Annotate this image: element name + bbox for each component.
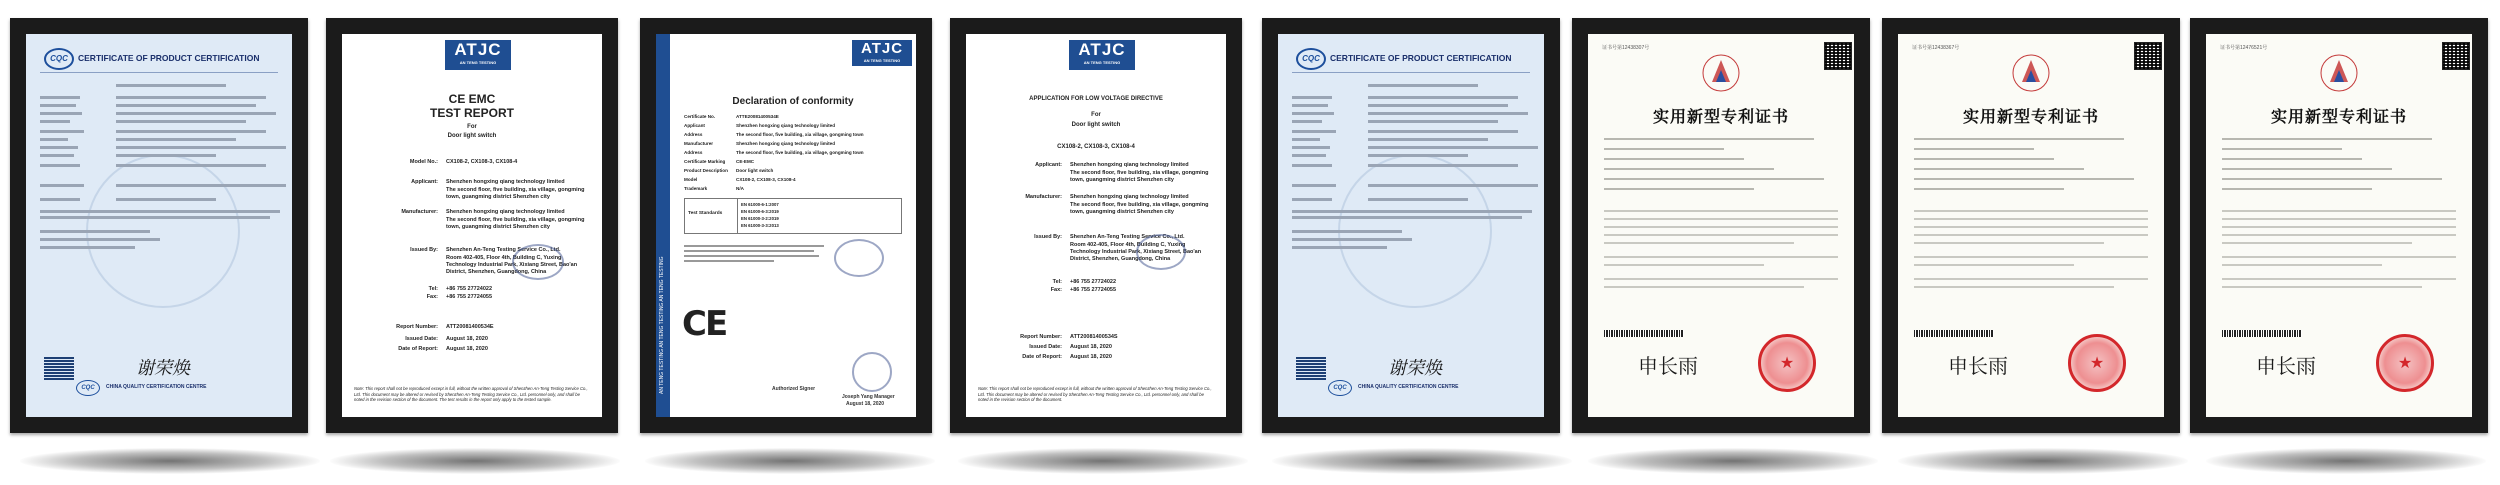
cqc-footer-logo: CQC <box>1328 380 1352 396</box>
frame-shadow <box>645 448 935 474</box>
field-row: Certificate Marking CE-EMC <box>684 159 755 164</box>
utility-patent-certificate <box>2206 34 2472 417</box>
model-label: Model No.: <box>409 159 438 165</box>
lvd-report <box>966 34 1226 417</box>
issued-by-label: Issued By: <box>410 247 438 253</box>
company-stamp <box>512 244 564 280</box>
qr-code <box>2134 42 2162 70</box>
issued-by-address: Room 402-405, Floor 4th, Building C, Yuxing Technology Industrial Park, Xixiang Street, Bao'an District, Shenzhen, Guangdong, China <box>1070 242 1202 262</box>
frame-shadow <box>1898 448 2188 474</box>
barcode <box>2222 330 2302 337</box>
official-seal: ★ <box>1758 334 1816 392</box>
applicant-name: Shenzhen hongxing qiang technology limited <box>446 179 565 185</box>
patent-title: 实用新型专利证书 <box>2270 107 2407 126</box>
report-date-label: Date of Report: <box>398 346 438 352</box>
certificate-frame-5[interactable] <box>1262 18 1560 433</box>
side-text: AN TENG TESTING AN TENG TESTING AN TENG TESTING <box>659 256 665 394</box>
certificate-frame-3[interactable] <box>640 18 932 433</box>
signature: 申长雨 <box>2256 354 2316 378</box>
report-date-label: Date of Report: <box>1022 354 1062 360</box>
standards-list: EN 61000-6-1:2007 EN 61000-6-3:2019 EN 61000-3-2:2019 EN 61000-3-3:2013 <box>741 202 779 228</box>
patent-office-emblem <box>1700 52 1742 94</box>
patent-frame-1[interactable] <box>1572 18 1870 433</box>
tel-value: +86 755 27724022 <box>1070 279 1117 285</box>
tel-label: Tel: <box>1052 279 1062 285</box>
applicant-label: Applicant: <box>411 179 438 185</box>
declaration-body <box>684 242 834 265</box>
qr-code <box>2442 42 2470 70</box>
issued-date: August 18, 2020 <box>446 336 488 342</box>
frame-shadow <box>958 448 1248 474</box>
atjc-logo: ATJC AN TENG TESTING <box>445 40 511 70</box>
manufacturer-name: Shenzhen hongxing qiang technology limited <box>1070 194 1189 200</box>
field-row: Model CX108-2, CX108-3, CX108-4 <box>684 177 796 182</box>
issued-by-label: Issued By: <box>1034 234 1062 240</box>
fax-label: Fax: <box>426 294 438 300</box>
model-value: CX108-2, CX108-3, CX108-4 <box>1057 144 1135 150</box>
tel-label: Tel: <box>428 286 438 292</box>
frame-shadow <box>330 448 620 474</box>
certificate-frame-4[interactable] <box>950 18 1242 433</box>
utility-patent-certificate <box>1588 34 1854 417</box>
manufacturer-address: The second floor, five building, xia village, gongming town, guangming district Shenzhen city <box>1070 202 1209 215</box>
field-row: Address The second floor, five building, xia village, gongming town <box>684 132 864 137</box>
certificate-frame-2[interactable] <box>326 18 618 433</box>
patent-frame-2[interactable] <box>1882 18 2180 433</box>
patent-frame-3[interactable] <box>2190 18 2488 433</box>
declaration-of-conformity <box>656 34 916 417</box>
cqc-certificate <box>26 34 292 417</box>
field-row: Certificate No. ATTE20081400534E <box>684 114 779 119</box>
issued-by-value: Shenzhen An-Teng Testing Service Co., Ltd. <box>446 247 561 253</box>
frame-shadow <box>20 448 320 474</box>
report-date: August 18, 2020 <box>446 346 488 352</box>
certificate-number: 证书号第12438367号 <box>1912 45 1960 51</box>
declaration-title: Declaration of conformity <box>732 96 854 107</box>
qr-code <box>44 356 74 380</box>
divider <box>40 72 278 73</box>
standards-table <box>684 198 902 234</box>
footer-text: CHINA QUALITY CERTIFICATION CENTRE <box>1358 384 1459 390</box>
official-seal: ★ <box>2068 334 2126 392</box>
report-date: August 18, 2020 <box>1070 354 1112 360</box>
signer-date: August 18, 2020 <box>846 401 885 407</box>
cqc-logo: CQC <box>1296 48 1326 70</box>
signature: 谢荣焕 <box>136 358 190 379</box>
company-stamp <box>834 239 884 277</box>
cqc-logo: CQC <box>44 48 74 70</box>
signature: 申长雨 <box>1948 354 2008 378</box>
certificate-title: CERTIFICATE OF PRODUCT CERTIFICATION <box>1330 53 1512 63</box>
product-name: Door light switch <box>447 133 497 139</box>
field-row: Manufacturer Shenzhen hongxing qiang technology limited <box>684 141 836 146</box>
certificate-number: 证书号第12476521号 <box>2220 45 2268 51</box>
barcode <box>1604 330 1684 337</box>
ce-mark: CE <box>682 304 727 344</box>
applicant-name: Shenzhen hongxing qiang technology limited <box>1070 162 1189 168</box>
applicant-address: The second floor, five building, xia village, gongming town, guangming district Shenzhen city <box>1070 170 1209 183</box>
patent-title: 实用新型专利证书 <box>1652 107 1789 126</box>
barcode <box>1914 330 1994 337</box>
for-label: For <box>467 124 477 130</box>
frame-shadow <box>1588 448 1878 474</box>
manufacturer-address: The second floor, five building, xia village, gongming town, guangming district Shenzhen city <box>446 217 585 230</box>
model-value: CX108-2, CX108-3, CX108-4 <box>446 159 518 165</box>
issued-by-value: Shenzhen An-Teng Testing Service Co., Ltd. <box>1070 234 1185 240</box>
product-name: Door light switch <box>1071 122 1121 128</box>
report-number-label: Report Number: <box>1020 334 1062 340</box>
qr-code <box>1296 356 1326 380</box>
field-row: Product Description Door light switch <box>684 168 774 173</box>
report-title-1: CE EMC <box>448 92 496 106</box>
tel-value: +86 755 27724022 <box>446 286 493 292</box>
signature: 谢荣焕 <box>1388 358 1442 379</box>
applicant-address: The second floor, five building, xia village, gongming town, guangming district Shenzhen city <box>446 187 585 200</box>
fax-value: +86 755 27724055 <box>446 294 493 300</box>
test-standards-label: Test Standards <box>688 211 723 216</box>
frame-shadow <box>1272 448 1572 474</box>
report-title: APPLICATION FOR LOW VOLTAGE DIRECTIVE <box>1029 96 1163 102</box>
certificate-number: 证书号第12438307号 <box>1602 45 1650 51</box>
divider <box>1292 72 1530 73</box>
issued-date-label: Issued Date: <box>1029 344 1062 350</box>
cqc-certificate <box>1278 34 1544 417</box>
signature: 申长雨 <box>1638 354 1698 378</box>
declaration-fields <box>684 112 902 193</box>
footer-text: CHINA QUALITY CERTIFICATION CENTRE <box>106 384 207 390</box>
report-number-label: Report Number: <box>396 324 438 330</box>
manufacturer-label: Manufacturer: <box>401 209 438 215</box>
certificate-frame-1[interactable] <box>10 18 308 433</box>
field-row: Trademark N/A <box>684 186 744 191</box>
report-number: ATT20081400534E <box>446 324 494 330</box>
ce-emc-report <box>342 34 602 417</box>
fax-value: +86 755 27724055 <box>1070 287 1117 293</box>
field-row: Address The second floor, five building, xia village, gongming town <box>684 150 864 155</box>
signer-name: Joseph Yang Manager <box>842 394 895 400</box>
atjc-logo: ATJC AN TENG TESTING <box>852 40 912 66</box>
patent-office-emblem <box>2318 52 2360 94</box>
report-note: Note: This report shall not be reproduced except in full, without the written approval of Shenzhen An-Teng Testing Service Co., Ltd. This document may be altered or revised by Shenzhen An-Teng Testing Service Co., Ltd. personnel only, and shall be noted in the revision section of the document. The test results in the report only apply to the tested sample. <box>354 386 588 402</box>
applicant-label: Applicant: <box>1035 162 1062 168</box>
frame-shadow <box>2206 448 2486 474</box>
manufacturer-name: Shenzhen hongxing qiang technology limited <box>446 209 565 215</box>
cqc-footer-logo: CQC <box>76 380 100 396</box>
issued-date: August 18, 2020 <box>1070 344 1112 350</box>
report-title-2: TEST REPORT <box>429 106 514 120</box>
issued-date-label: Issued Date: <box>405 336 438 342</box>
fax-label: Fax: <box>1050 287 1062 293</box>
report-number: ATT20081400534S <box>1070 334 1118 340</box>
patent-title: 实用新型专利证书 <box>1962 107 2099 126</box>
manufacturer-label: Manufacturer: <box>1025 194 1062 200</box>
for-label: For <box>1091 112 1101 118</box>
report-note: Note: This report shall not be reproduced except in full, without the written approval of Shenzhen An-Teng Testing Service Co., Ltd. This document may be altered or revised by Shenzhen An-Teng Testing Service Co., Ltd. personnel only, and shall be noted in the revision section of the document. <box>978 386 1212 402</box>
atjc-logo: ATJC AN TENG TESTING <box>1069 40 1135 70</box>
signer-label: Authorized Signer <box>772 386 816 392</box>
certificate-title: CERTIFICATE OF PRODUCT CERTIFICATION <box>78 53 260 63</box>
qr-code <box>1824 42 1852 70</box>
issued-by-address: Room 402-405, Floor 4th, Building C, Yuxing Technology Industrial Park, Xixiang Street, Bao'an District, Shenzhen, Guangdong, China <box>446 255 578 275</box>
signer-stamp <box>852 352 892 392</box>
company-stamp <box>1136 234 1186 270</box>
patent-office-emblem <box>2010 52 2052 94</box>
field-row: Applicant Shenzhen hongxing qiang technology limited <box>684 123 836 128</box>
utility-patent-certificate <box>1898 34 2164 417</box>
official-seal: ★ <box>2376 334 2434 392</box>
